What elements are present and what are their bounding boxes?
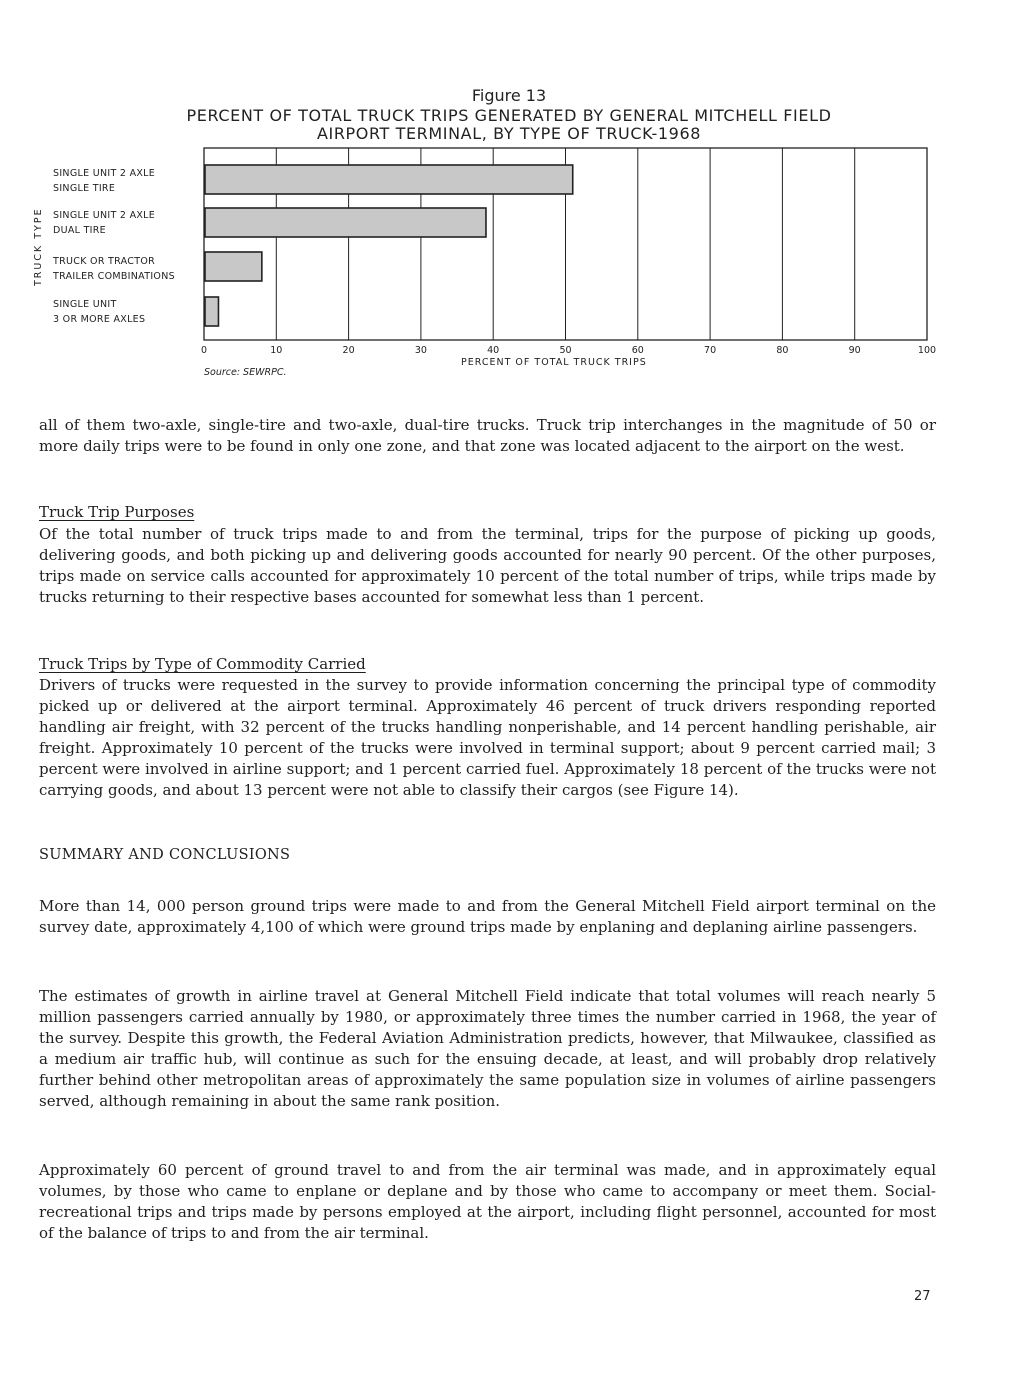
x-tick-label-40: 40 — [487, 345, 500, 356]
x-tick-label-60: 60 — [631, 345, 644, 356]
x-tick-label-80: 80 — [776, 345, 789, 356]
category-label-0-line-2: SINGLE TIRE — [53, 183, 116, 194]
paragraph-6: Approximately 60 percent of ground travel to and from the air terminal was made, and in approximately equal volumes, by those who came to enplane or deplane and by those who came to accompany or meet them. Social-recreational trips and trips made by persons employed at the airport, including flight personnel, accounted for most of the balance of trips to and from the air terminal. — [39, 1161, 936, 1242]
page-number: 27 — [914, 1289, 931, 1304]
x-tick-label-0: 0 — [200, 345, 208, 356]
x-tick-label-90: 90 — [848, 345, 861, 356]
x-tick-label-50: 50 — [559, 345, 572, 356]
bar-2 — [205, 252, 262, 281]
bar-1 — [205, 208, 486, 237]
category-label-3-line-1: SINGLE UNIT — [53, 299, 117, 310]
bar-0 — [205, 165, 573, 194]
category-label-1-line-2: DUAL TIRE — [53, 225, 106, 236]
y-axis-label: TRUCK TYPE — [33, 207, 44, 286]
x-tick-label-30: 30 — [414, 345, 427, 356]
figure-source: Source: SEWRPC. — [204, 367, 287, 378]
paragraph-3: Drivers of trucks were requested in the survey to provide information concerning the principal type of commodity picked up or delivered at the airport terminal. Approximately 46 percent of truck drivers responding reported handling air freight, with 32 percent of the trucks handling nonperishable, and 14 percent handling perishable, air freight. Approximately 10 percent of the trucks were involved in terminal support; about 9 percent carried mail; 3 percent were involved in airline support; and 1 percent carried fuel. Approximately 18 percent of the trucks were not carrying goods, and about 13 percent were not able to classify their cargos (see Figure 14). — [39, 676, 936, 799]
heading-truck-trip-purposes: Truck Trip Purposes — [39, 503, 195, 521]
section-heading-summary: SUMMARY AND CONCLUSIONS — [39, 847, 291, 863]
bar-3 — [205, 297, 218, 326]
paragraph-5: The estimates of growth in airline travel at General Mitchell Field indicate that total volumes will reach nearly 5 million passengers carried annually by 1980, or approximately three times the number carried in 1968, the year of the survey. Despite this growth, the Federal Aviation Administration predicts, however, that Milwaukee, classified as a medium air traffic hub, will continue as such for the ensuing decade, at least, and will probably drop relatively further behind other metropolitan areas of approximately the same population size in volumes of airline passengers served, although remaining in about the same rank position. — [39, 987, 936, 1110]
x-tick-label-100: 100 — [917, 345, 937, 356]
x-tick-label-70: 70 — [704, 345, 717, 356]
x-axis-label: PERCENT OF TOTAL TRUCK TRIPS — [461, 357, 647, 368]
category-label-2-line-2: TRAILER COMBINATIONS — [53, 271, 175, 282]
figure-title-line-1: PERCENT OF TOTAL TRUCK TRIPS GENERATED BY GENERAL MITCHELL FIELD — [186, 106, 832, 125]
paragraph-4: More than 14, 000 person ground trips were made to and from the General Mitchell Field airport terminal on the survey date, approximately 4,100 of which were ground trips made by enplaning and deplaning airline passengers. — [39, 897, 936, 936]
category-label-0-line-1: SINGLE UNIT 2 AXLE — [53, 168, 156, 179]
paragraph-2: Of the total number of truck trips made to and from the terminal, trips for the purpose of picking up goods, delivering goods, and both picking up and delivering goods accounted for nearly 90 percent. Of the other purposes, trips made on service calls accounted for approximately 10 percent of the total number of trips, while trips made by trucks returning to their respective bases accounted for somewhat less than 1 percent. — [39, 525, 936, 606]
figure-title-line-2: AIRPORT TERMINAL, BY TYPE OF TRUCK-1968 — [316, 124, 702, 143]
category-label-3-line-2: 3 OR MORE AXLES — [53, 314, 146, 325]
paragraph-1: all of them two-axle, single-tire and two-axle, dual-tire trucks. Truck trip interchanges in the magnitude of 50 or more daily trips were to be found in only one zone, and that zone was located adjacent to the airport on the west. — [39, 416, 936, 455]
x-tick-label-20: 20 — [342, 345, 355, 356]
category-label-2-line-1: TRUCK OR TRACTOR — [53, 256, 156, 267]
figure-number: Figure 13 — [471, 86, 547, 105]
category-label-1-line-1: SINGLE UNIT 2 AXLE — [53, 210, 156, 221]
x-tick-label-10: 10 — [270, 345, 283, 356]
heading-commodity-carried: Truck Trips by Type of Commodity Carried — [39, 655, 366, 673]
